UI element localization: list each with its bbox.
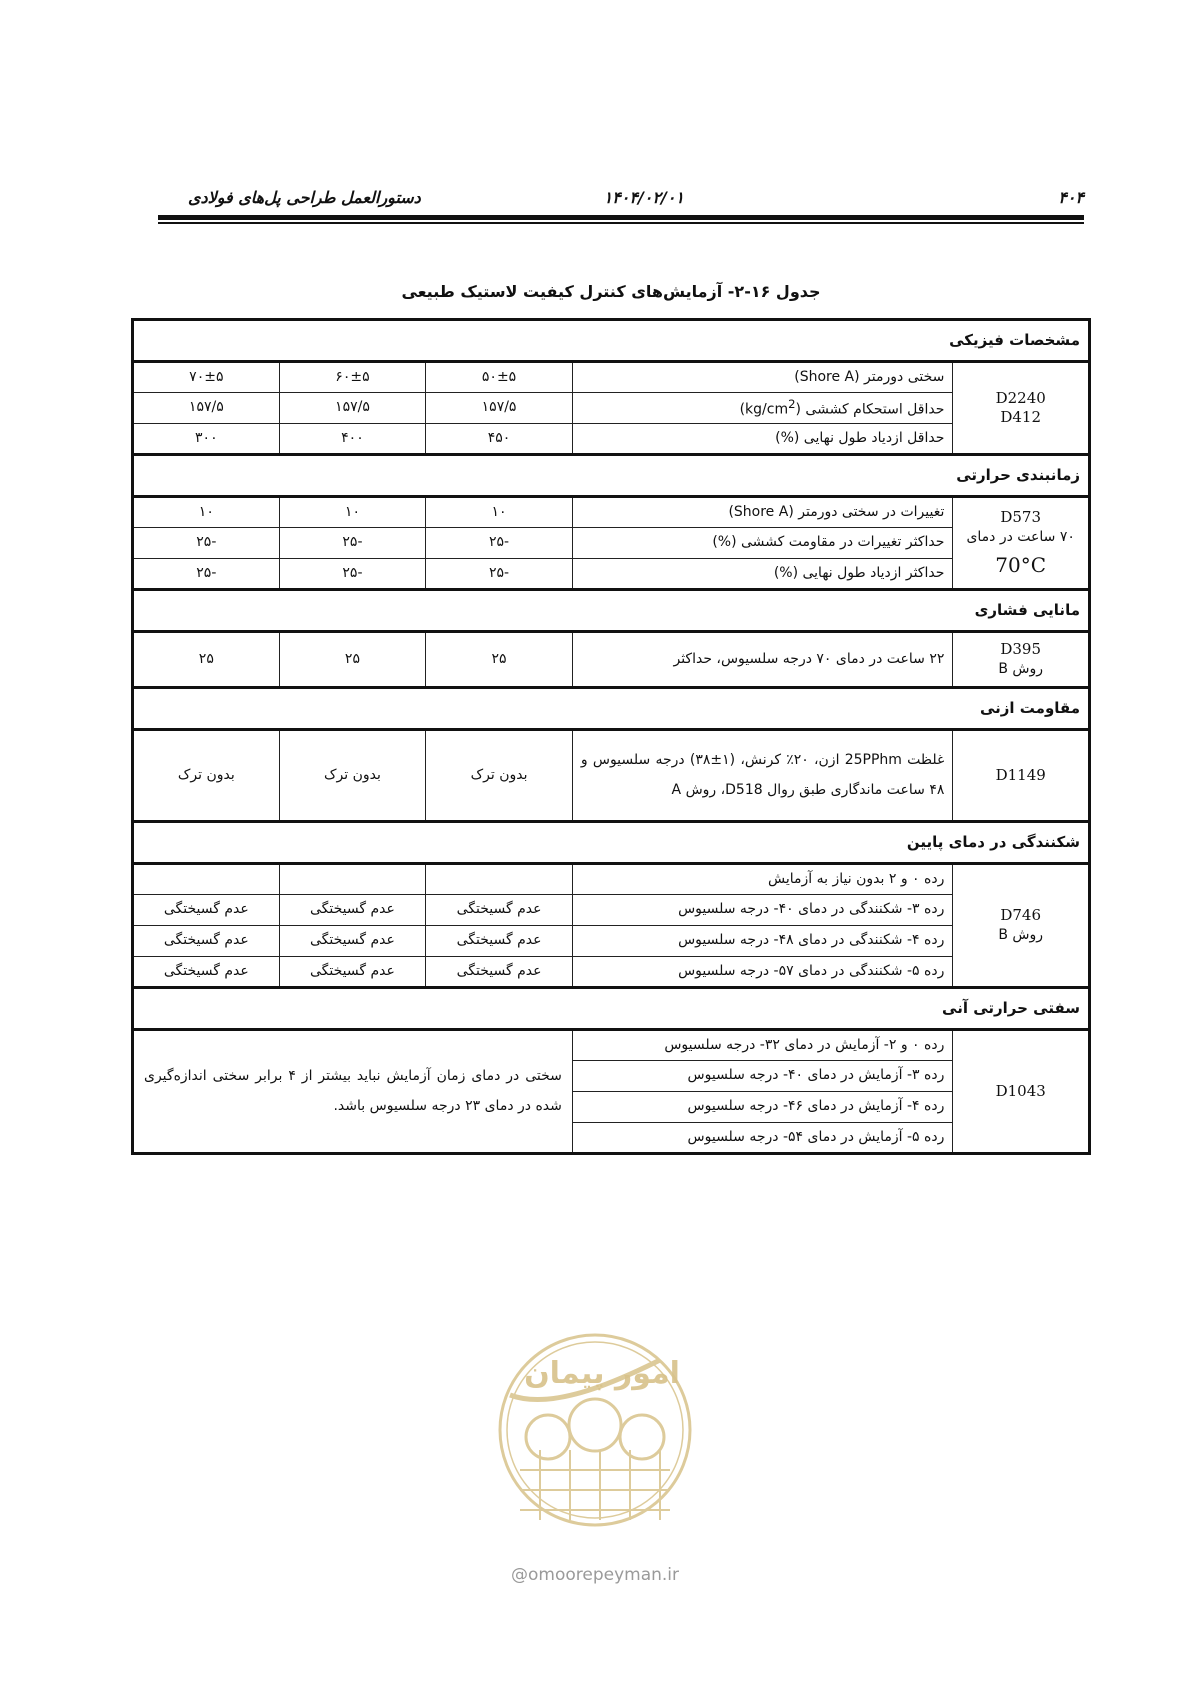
section-title: مانایی فشاری <box>133 590 1090 632</box>
header-rule-thick <box>158 215 1084 220</box>
standard-cell: D746 روش B <box>953 864 1090 988</box>
value-cell: ۱۵۷/۵ <box>279 393 426 424</box>
property-cell: رده ۳- شکنندگی در دمای ۴۰- درجه سلسیوس <box>572 895 953 926</box>
standard-cell: D573 ۷۰ ساعت در دمای 70°C <box>953 497 1090 590</box>
table-row <box>133 864 1090 895</box>
standard-cell: D2240 D412 <box>953 362 1090 455</box>
property-cell: رده ۰ و ۲- آزمایش در دمای ۳۲- درجه سلسیوس <box>572 1030 953 1061</box>
section-title: مقاومت ازنی <box>133 688 1090 730</box>
table-caption: جدول ۱۶-۲- آزمایش‌های کنترل کیفیت لاستیک طبیعی <box>401 282 821 301</box>
property-cell: حداکثر تغییرات در مقاومت کششی (%) <box>572 528 953 559</box>
value-cell: ۱۵۷/۵ <box>133 393 280 424</box>
value-cell: عدم گسیختگی <box>426 926 573 957</box>
table-row <box>133 1030 1090 1061</box>
property-cell: سختی دورمتر (Shore A) <box>572 362 953 393</box>
property-cell: رده ۰ و ۲ بدون نیاز به آزمایش <box>572 864 953 895</box>
value-cell: ۶۰±۵ <box>279 362 426 393</box>
value-cell <box>133 864 280 895</box>
section-title: زمانبندی حرارتی <box>133 455 1090 497</box>
value-cell: ۲۵ <box>426 632 573 688</box>
svg-text:امور پیمان: امور پیمان <box>524 1356 680 1391</box>
value-cell: ۲۵ <box>279 632 426 688</box>
value-cell: عدم گسیختگی <box>426 957 573 988</box>
table-row <box>133 497 1090 528</box>
section-title: مشخصات فیزیکی <box>133 320 1090 362</box>
value-cell: عدم گسیختگی <box>426 895 573 926</box>
value-cell: ۷۰±۵ <box>133 362 280 393</box>
value-cell: ۵۰±۵ <box>426 362 573 393</box>
value-cell: ۱۵۷/۵ <box>426 393 573 424</box>
table-row <box>133 926 1090 957</box>
header-date: ۱۴۰۴/۰۲/۰۱ <box>603 188 684 207</box>
value-cell: ۱۰ <box>279 497 426 528</box>
value-cell: عدم گسیختگی <box>133 957 280 988</box>
property-cell: رده ۴- آزمایش در دمای ۴۶- درجه سلسیوس <box>572 1092 953 1123</box>
header-rule-thin <box>158 222 1084 224</box>
standard-cell: D1149 <box>953 730 1090 822</box>
page-header <box>158 188 1084 210</box>
quality-control-table <box>131 318 1091 1155</box>
value-cell: بدون ترک <box>426 730 573 822</box>
table-row <box>133 362 1090 393</box>
table-row <box>133 559 1090 590</box>
section-title: شکنندگی در دمای پایین <box>133 822 1090 864</box>
table-row <box>133 730 1090 822</box>
table-row <box>133 528 1090 559</box>
value-cell: عدم گسیختگی <box>279 926 426 957</box>
value-cell: ۴۰۰ <box>279 424 426 455</box>
table-row <box>133 393 1090 424</box>
property-cell: حداقل ازدیاد طول نهایی (%) <box>572 424 953 455</box>
section-title: سفتی حرارتی آنی <box>133 988 1090 1030</box>
value-cell: ۲۵ <box>133 632 280 688</box>
property-cell: رده ۵- آزمایش در دمای ۵۴- درجه سلسیوس <box>572 1123 953 1154</box>
stiffness-note: سختی در دمای زمان آزمایش نباید بیشتر از ۴ برابر سختی اندازه‌گیری شده در دمای ۲۳ درجه سلسیوس باشد. <box>133 1030 573 1154</box>
property-cell: ۲۲ ساعت در دمای ۷۰ درجه سلسیوس، حداکثر <box>572 632 953 688</box>
property-cell: رده ۳- آزمایش در دمای ۴۰- درجه سلسیوس <box>572 1061 953 1092</box>
value-cell: -۲۵ <box>133 559 280 590</box>
value-cell: ۳۰۰ <box>133 424 280 455</box>
value-cell: ۴۵۰ <box>426 424 573 455</box>
page-number: ۴۰۴ <box>1058 188 1084 207</box>
property-cell: رده ۴- شکنندگی در دمای ۴۸- درجه سلسیوس <box>572 926 953 957</box>
table-row <box>133 632 1090 688</box>
value-cell: -۲۵ <box>279 528 426 559</box>
value-cell <box>279 864 426 895</box>
property-cell: رده ۵- شکنندگی در دمای ۵۷- درجه سلسیوس <box>572 957 953 988</box>
value-cell: عدم گسیختگی <box>133 926 280 957</box>
value-cell: عدم گسیختگی <box>279 895 426 926</box>
value-cell: ۱۰ <box>426 497 573 528</box>
standard-cell: D395 روش B <box>953 632 1090 688</box>
table-row <box>133 957 1090 988</box>
svg-text:@omoorepeyman.ir: @omoorepeyman.ir <box>510 1565 680 1585</box>
value-cell: -۲۵ <box>279 559 426 590</box>
watermark-logo <box>490 1325 700 1595</box>
standard-cell: D1043 <box>953 1030 1090 1154</box>
value-cell: عدم گسیختگی <box>279 957 426 988</box>
property-cell: غلظت 25PPhm ازن، ۲۰٪ کرنش، (۱±۳۸) درجه سلسیوس و ۴۸ ساعت ماندگاری طبق روال D518، روش A <box>572 730 953 822</box>
seal-icon <box>490 1325 700 1595</box>
value-cell: عدم گسیختگی <box>133 895 280 926</box>
table-row <box>133 895 1090 926</box>
value-cell: بدون ترک <box>133 730 280 822</box>
value-cell: -۲۵ <box>426 559 573 590</box>
value-cell: بدون ترک <box>279 730 426 822</box>
table-row <box>133 424 1090 455</box>
property-cell: حداقل استحکام کششی $(kg/cm^2)$ <box>572 393 953 424</box>
value-cell: -۲۵ <box>426 528 573 559</box>
property-cell: تغییرات در سختی دورمتر (Shore A) <box>572 497 953 528</box>
property-cell: حداکثر ازدیاد طول نهایی (%) <box>572 559 953 590</box>
header-title: دستورالعمل طراحی پل‌های فولادی <box>188 188 421 207</box>
value-cell: ۱۰ <box>133 497 280 528</box>
value-cell: -۲۵ <box>133 528 280 559</box>
value-cell <box>426 864 573 895</box>
